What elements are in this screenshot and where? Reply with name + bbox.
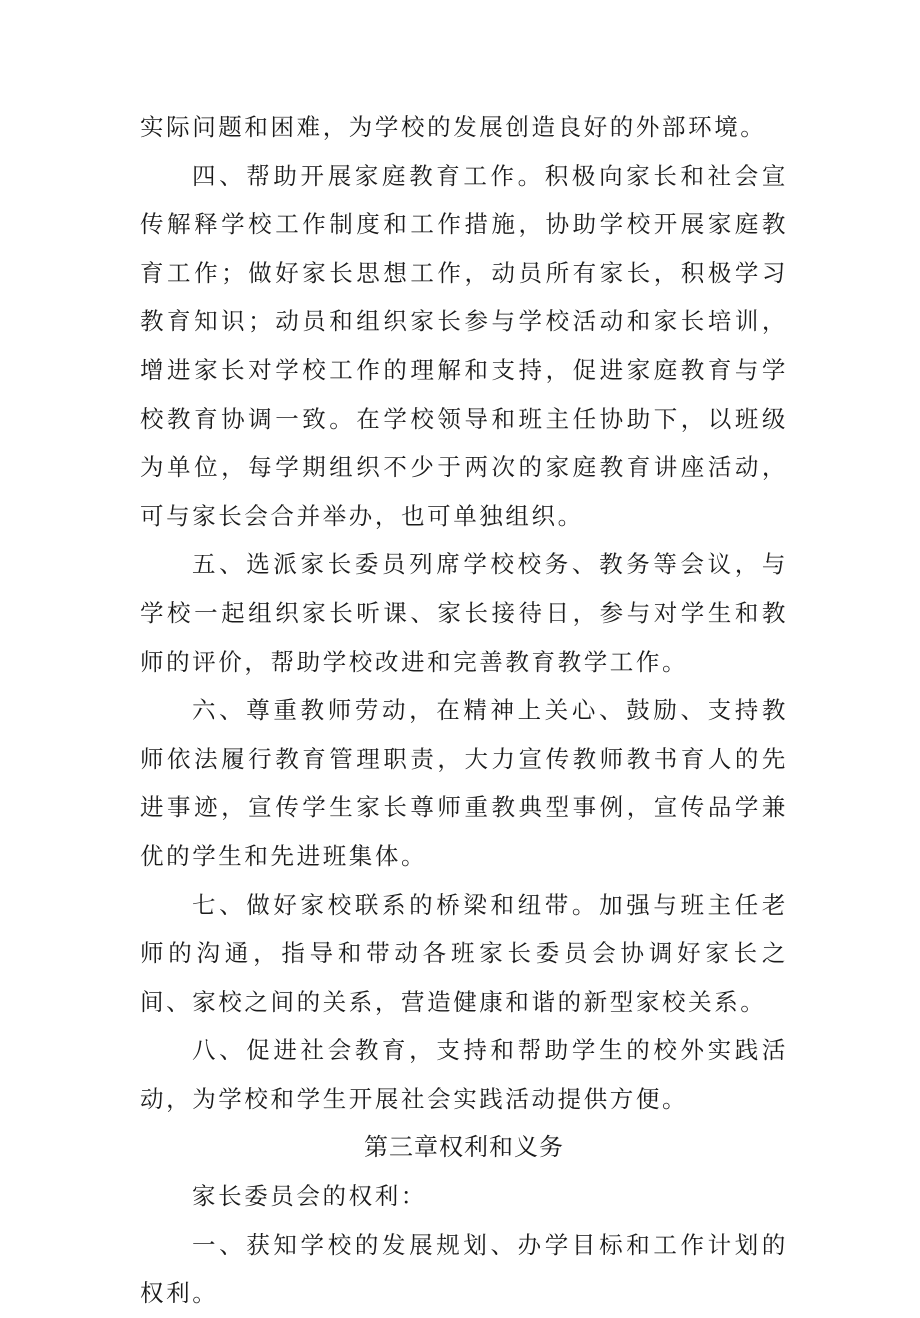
paragraph-item-5: 五、选派家长委员列席学校校务、教务等会议，与学校一起组织家长听课、家长接待日，参与对学生和教师的评价，帮助学校改进和完善教育教学工作。 xyxy=(140,550,788,676)
paragraph-continuation: 实际问题和困难，为学校的发展创造良好的外部环境。 xyxy=(140,113,767,141)
document-body xyxy=(140,103,788,1318)
rights-item-1: 一、获知学校的发展规划、办学目标和工作计划的权利。 xyxy=(140,1230,788,1308)
paragraph-item-8: 八、促进社会教育，支持和帮助学生的校外实践活动，为学校和学生开展社会实践活动提供方便。 xyxy=(140,1036,788,1113)
paragraph-item-7: 七、做好家校联系的桥梁和纽带。加强与班主任老师的沟通，指导和带动各班家长委员会协调好家长之间、家校之间的关系，营造健康和谐的新型家校关系。 xyxy=(140,890,788,1016)
paragraph-item-6: 六、尊重教师劳动，在精神上关心、鼓励、支持教师依法履行教育管理职责，大力宣传教师教书育人的先进事迹，宣传学生家长尊师重教典型事例，宣传品学兼优的学生和先进班集体。 xyxy=(140,696,788,870)
chapter-title: 第三章权利和义务 xyxy=(364,1133,564,1162)
rights-intro: 家长委员会的权利： xyxy=(192,1182,427,1211)
paragraph-item-4: 四、帮助开展家庭教育工作。积极向家长和社会宣传解释学校工作制度和工作措施，协助学校开展家庭教育工作；做好家长思想工作，动员所有家长，积极学习教育知识；动员和组织家长参与学校活动和家长培训，增进家长对学校工作的理解和支持，促进家庭教育与学校教育协调一致。在学校领导和班主任协助下，以班级为单位，每学期组织不少于两次的家庭教育讲座活动，可与家长会合并举办，也可单独组织。 xyxy=(140,161,788,530)
